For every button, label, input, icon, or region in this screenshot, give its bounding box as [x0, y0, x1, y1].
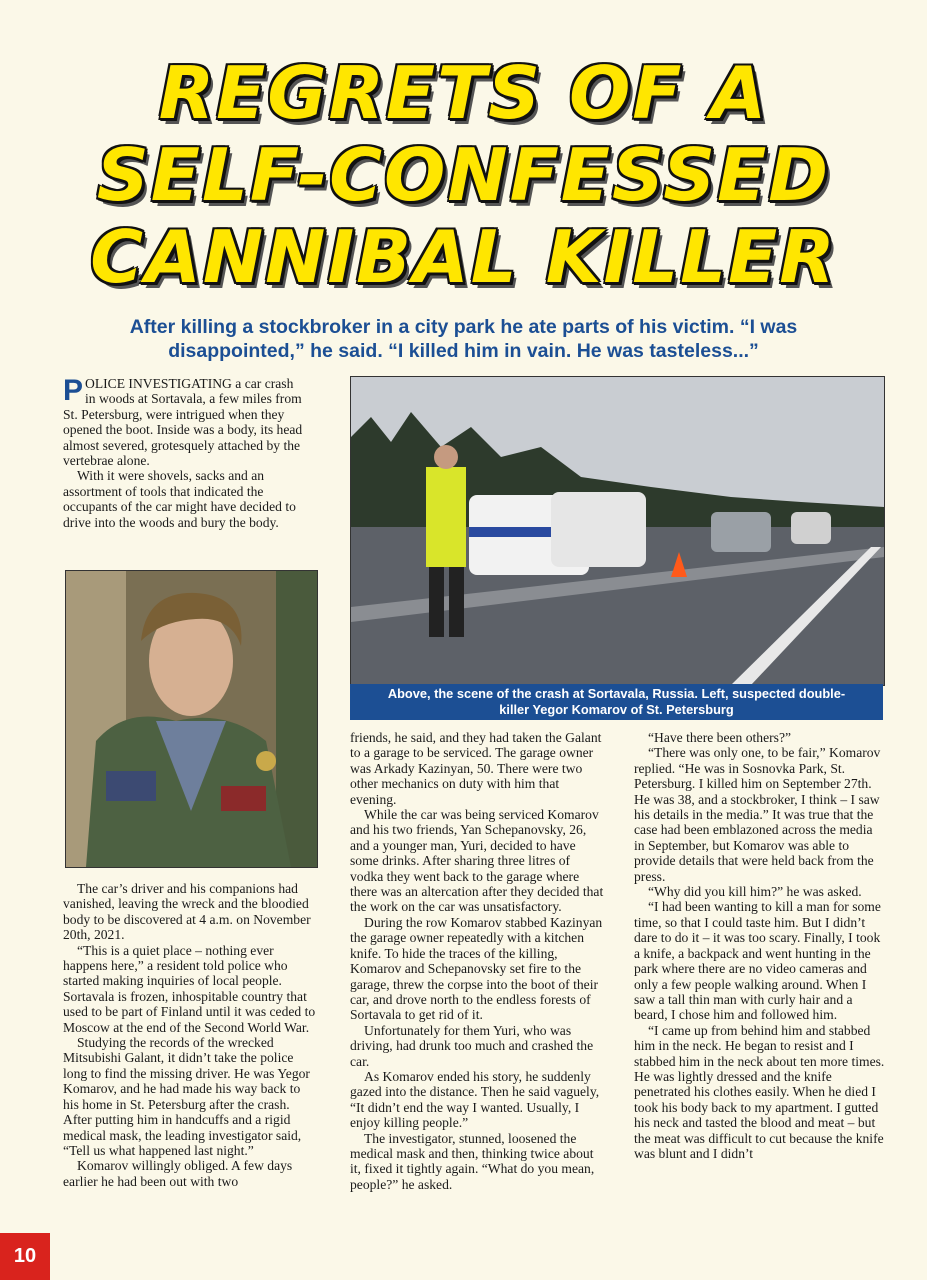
standfirst: [40, 315, 887, 363]
caption-line-2: killer Yegor Komarov of St. Petersburg: [499, 702, 734, 717]
drop-cap: P: [63, 374, 84, 407]
headline-line-1: REGRETS OF A: [158, 51, 769, 135]
article-paragraph: While the car was being serviced Komarov and his two friends, Yan Schepanovsky, 26, and a younger man, Yuri, decided to have some drinks. After sharing three litres of vodka they went back to the garage where there was an altercation after they decided that the work on the car was unsatisfactory.: [350, 807, 604, 915]
article-paragraph: “There was only one, to be fair,” Komarov replied. “He was in Sosnovka Park, St. Petersburg. I killed him on September 27th. He was 38, and a stockbroker, I think – I saw his details in the media.” It was true that the case had been emblazoned across the media in September, but Komarov was able to provide details that were held back from the press.: [634, 745, 881, 884]
article-paragraph: With it were shovels, sacks and an assortment of tools that indicated the occupants of the car might have decided to drive into the woods and bury the body.: [63, 468, 296, 530]
article-paragraph: Unfortunately for them Yuri, who was driving, had drunk too much and crashed the car.: [350, 1022, 594, 1069]
column-1-top: [63, 376, 303, 530]
standfirst-line-2: disappointed,” he said. “I killed him in vain. He was tasteless...”: [168, 340, 759, 362]
article-paragraph: Komarov willingly obliged. A few days earlier he had been out with two: [63, 1158, 293, 1189]
article-paragraph: “I had been wanting to kill a man for some time, so that I could taste him. But I didn’t dare to do it – it was too scary. Finally, I took a knife, a backpack and went hunting in the park where there are no video cameras and only a few people walking around. When I saw a tall thin man with curly hair and a beard, I chose him and followed him.: [634, 899, 881, 1023]
column-1-bottom: [63, 881, 318, 1189]
article-paragraph: “Why did you kill him?” he was asked.: [648, 884, 862, 900]
article-paragraph: Studying the records of the wrecked Mitsubishi Galant, it didn’t take the police long to find the missing driver. He was Yegor Komarov, and he had made his way back to his home in St. Petersburg after the crash. After putting him in handcuffs and a rigid medical mask, the leading investigator said, “Tell us what happened last night.”: [63, 1035, 310, 1158]
page-number: 10: [0, 1233, 50, 1280]
headline-line-2: SELF-CONFESSED: [96, 133, 831, 217]
standfirst-line-1: After killing a stockbroker in a city park he ate parts of his victim. “I was: [129, 316, 798, 338]
article-paragraph: friends, he said, and they had taken the Galant to a garage to be serviced. The garage owner was Arkady Kazinyan, 50. There were two other mechanics on duty with him that evening.: [350, 730, 602, 807]
photo-caption: [350, 684, 883, 720]
article-paragraph: “This is a quiet place – nothing ever happens here,” a resident told police who started making inquiries of local people. Sortavala is frozen, inhospitable country that used to be part of Finland until it was ceded to Moscow at the end of the Second World War.: [63, 942, 316, 1035]
portrait-photo-komarov: [65, 570, 318, 868]
article-paragraph: “Have there been others?”: [648, 730, 792, 745]
article-paragraph: The car’s driver and his companions had vanished, leaving the wreck and the bloodied body to be discovered at 4 a.m. on November 20th, 2021.: [63, 881, 311, 943]
article-paragraph: The investigator, stunned, loosened the medical mask and then, thinking twice about it, fixed it tightly again. “What do you mean, people?” he asked.: [350, 1130, 595, 1192]
article-paragraph: POLICE INVESTIGATING a car crash in woods at Sortavala, a few miles from St. Petersburg, were intrigued when they opened the boot. Inside was a body, its head almost severed, grotesquely attached by the vertebrae alone.: [63, 374, 303, 469]
article-paragraph: As Komarov ended his story, he suddenly gazed into the distance. Then he said vaguely, “It didn’t end the way I wanted. Usually, I enjoy killing people.”: [350, 1068, 600, 1131]
headline: [0, 52, 927, 298]
headline-line-3: CANNIBAL KILLER: [90, 215, 837, 299]
column-3: [634, 730, 886, 1161]
column-2: [350, 730, 606, 1192]
article-paragraph: During the row Komarov stabbed Kazinyan the garage owner repeatedly with a kitchen knife. To hide the traces of the killing, Komarov and Schepanovsky set fire to the garage, threw the corpse into the boot of their car, and drove north to the endless forests of Sortavala to get rid of it.: [350, 914, 603, 1023]
article-paragraph: “I came up from behind him and stabbed him in the neck. He began to resist and I stabbed him in the neck about ten more times. He was lightly dressed and the knife penetrated his clothes easily. When he died I took his body back to my apartment. I gutted his neck and tasted the blood and meat – but the meat was difficult to cut because the knife was blunt and I didn’t: [634, 1022, 885, 1161]
caption-line-1: Above, the scene of the crash at Sortavala, Russia. Left, suspected double-: [387, 686, 846, 701]
crash-scene-photo: [350, 376, 885, 686]
